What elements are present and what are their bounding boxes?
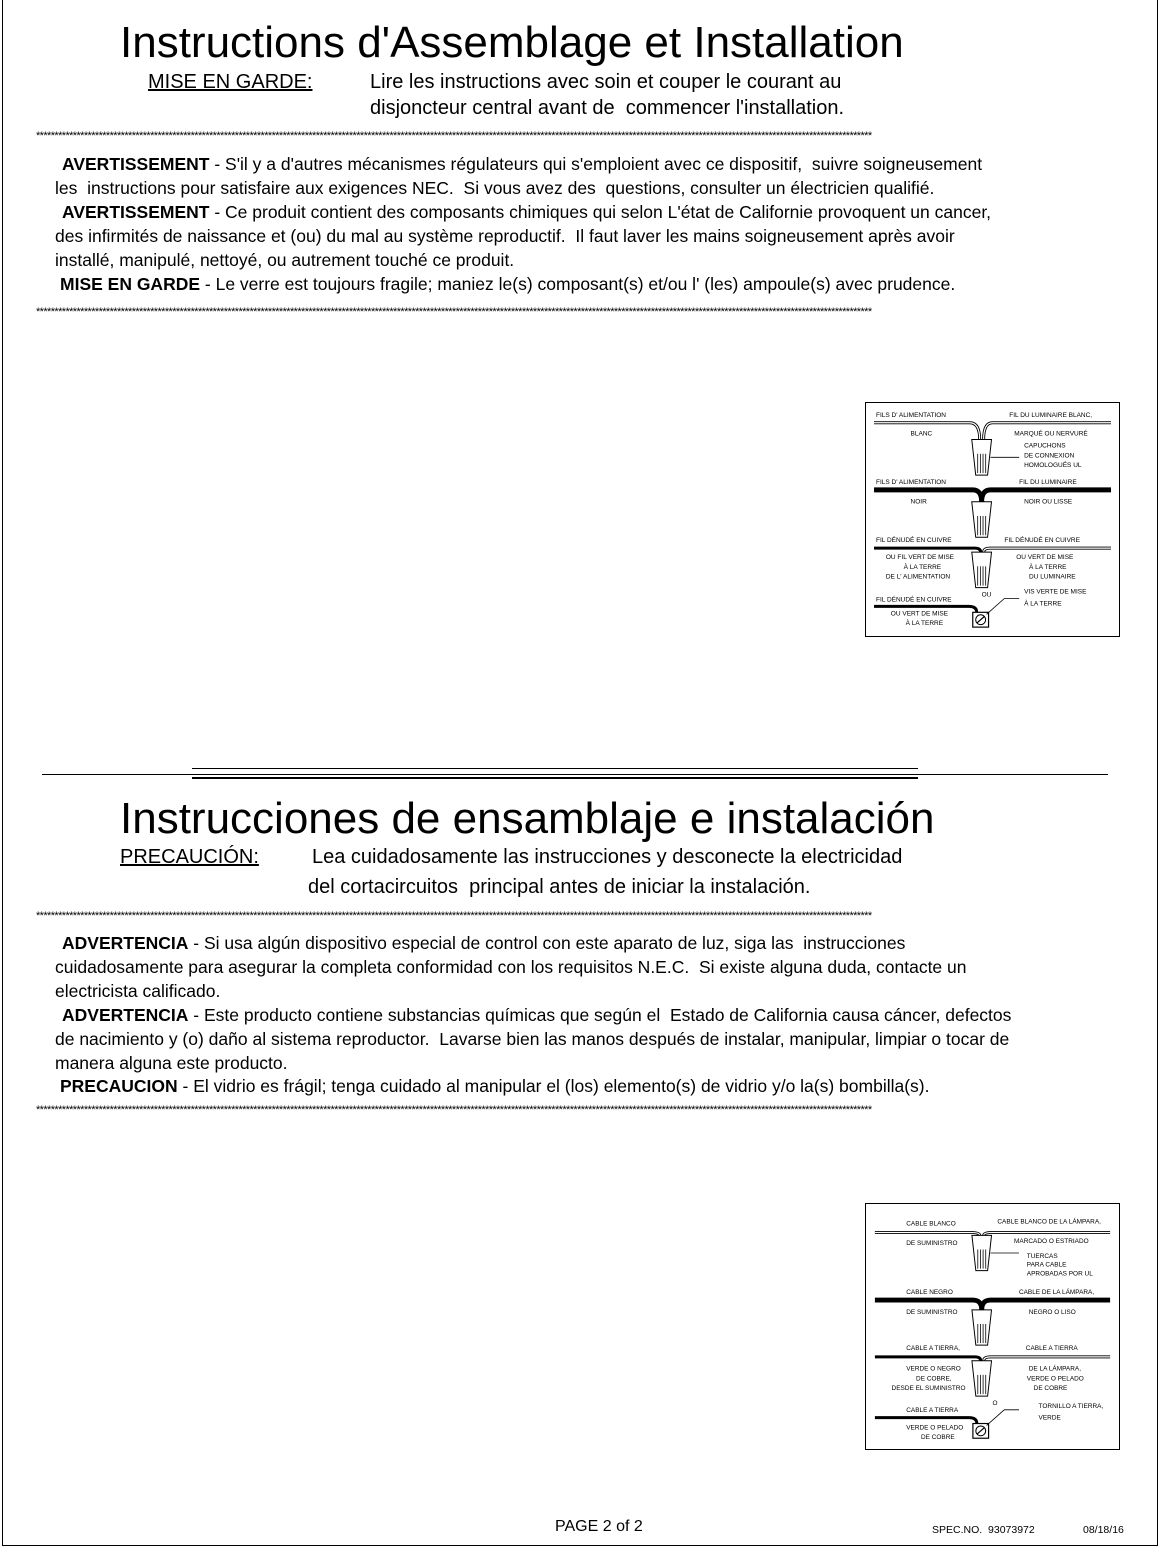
diagram-label: TORNILLO A TIERRA,	[1038, 1402, 1104, 1410]
diagram-label: CAPUCHONS	[1024, 442, 1066, 450]
warning-line	[55, 1052, 288, 1074]
diagram-label: OU VERT DE MISE	[890, 610, 949, 618]
spanish-title: Instrucciones de ensamblaje e instalación	[120, 794, 935, 843]
diagram-label: CABLE BLANCO	[906, 1220, 956, 1228]
diagram-label: À LA TERRE	[1024, 600, 1062, 608]
diagram-label: DE COBRE,	[916, 1375, 952, 1383]
star-separator: ***********************************************************************************************************************************************************************************************************************************	[36, 130, 872, 142]
pointer-line	[987, 598, 1020, 614]
warning-line	[55, 956, 967, 978]
diagram-label: VERDE O PELADO	[1026, 1375, 1084, 1383]
diagram-label: NEGRO O LISO	[1028, 1308, 1076, 1316]
star-separator: ***********************************************************************************************************************************************************************************************************************************	[36, 1104, 872, 1116]
diagram-label: OU FIL VERT DE MISE	[885, 553, 955, 561]
warning-label: AVERTISSEMENT	[62, 154, 210, 174]
diagram-label: CABLE BLANCO DE LA LÁMPARA,	[997, 1218, 1101, 1226]
warning-text: - Si usa algún dispositivo especial de control con este aparato de luz, siga las instrucciones	[188, 933, 906, 953]
diagram-label: CABLE DE LA LÁMPARA,	[1018, 1289, 1095, 1297]
warning-text: - El vidrio es frágil; tenga cuidado al manipular el (los) elemento(s) de vidrio y/o la(s) bombilla(s).	[177, 1076, 930, 1096]
warning-line	[62, 1004, 1011, 1026]
warning-text: installé, manipulé, nettoyé, ou autrement touché ce produit.	[55, 250, 515, 270]
spanish-caution-label: PRECAUCIÓN:	[120, 846, 259, 868]
warning-text: - S'il y a d'autres mécanismes régulateurs qui s'emploient avec ce dispositif, suivre soigneusement	[209, 154, 983, 174]
ground-wire	[875, 1418, 977, 1424]
diagram-label: CABLE A TIERRA	[906, 1406, 959, 1414]
diagram-label: FILS D' ALIMENTATION	[876, 478, 946, 486]
diagram-label: HOMOLOGUÉS UL	[1024, 462, 1082, 470]
ground-wire	[874, 548, 981, 552]
diagram-label: APROBADAS POR UL	[1026, 1270, 1093, 1278]
warning-line	[62, 201, 991, 223]
wire-nut-icon	[972, 502, 992, 538]
diagram-label: MARQUÉ OU NERVURÉ	[1014, 430, 1088, 438]
warning-text: - Ce produit contient des composants chimiques qui selon L'état de Californie provoquent un cancer,	[209, 202, 992, 222]
warning-line	[62, 153, 982, 175]
french-title: Instructions d'Assemblage et Installation	[120, 18, 904, 67]
diagram-label: NOIR OU LISSE	[1024, 498, 1073, 506]
diagram-label: BLANC	[910, 430, 933, 438]
french-caution-line1: Lire les instructions avec soin et couper le courant au	[370, 71, 842, 93]
warning-line	[60, 1075, 930, 1097]
diagram-label: DE SUMINISTRO	[906, 1308, 958, 1316]
star-separator: ***********************************************************************************************************************************************************************************************************************************	[36, 910, 872, 922]
white-wire-core	[875, 1232, 980, 1235]
white-wire-core	[984, 1232, 1110, 1235]
warning-label: AVERTISSEMENT	[62, 202, 210, 222]
section-divider	[192, 777, 918, 779]
wire-nut-icon	[972, 1361, 992, 1396]
warning-label: ADVERTENCIA	[62, 933, 189, 953]
diagram-label: FIL DÉNUDÉ EN CUIVRE	[876, 596, 952, 604]
wire-nut-icon	[972, 440, 992, 476]
diagram-label: FIL DU LUMINAIRE BLANC,	[1009, 411, 1093, 419]
diagram-label: À LA TERRE	[905, 620, 944, 628]
warning-line	[55, 225, 955, 247]
black-wire	[874, 490, 982, 502]
french-wiring-diagram	[865, 402, 1120, 637]
warning-line	[55, 249, 514, 271]
warning-text: cuidadosamente para asegurar la completa conformidad con los requisitos N.E.C. Si existe alguna duda, contacte un	[55, 957, 967, 977]
warning-label: PRECAUCION	[60, 1076, 178, 1096]
diagram-label: CABLE A TIERRA	[1025, 1345, 1078, 1353]
spec-number: SPEC.NO. 93073972	[932, 1524, 1035, 1536]
warning-line	[55, 1028, 1009, 1050]
warning-line	[55, 980, 220, 1002]
spanish-caution-line2: del cortacircuitos principal antes de iniciar la instalación.	[308, 876, 811, 898]
ground-wire	[984, 1357, 1110, 1361]
wire-nut-icon	[972, 552, 992, 588]
warning-text: - Este producto contiene substancias químicas que según el Estado de California causa cáncer, defectos	[188, 1005, 1012, 1025]
diagram-label: DE LA LÁMPARA,	[1028, 1365, 1082, 1373]
diagram-label: TUERCAS	[1026, 1252, 1058, 1260]
warning-text: - Le verre est toujours fragile; maniez le(s) composant(s) et/ou l' (les) ampoule(s) avec prudence.	[200, 274, 956, 294]
warning-line	[62, 932, 905, 954]
section-divider	[192, 768, 918, 769]
diagram-label: VERDE O PELADO	[906, 1424, 964, 1432]
wire-nut-icon	[972, 1310, 992, 1345]
ground-wire-core	[984, 548, 1111, 552]
warning-text: de nacimiento y (o) daño al sistema reproductor. Lavarse bien las manos después de instalar, manipular, limpiar o tocar de	[55, 1029, 1010, 1049]
warning-text: electricista calificado.	[55, 981, 221, 1001]
wire-nut-icon	[972, 1235, 992, 1270]
warning-line	[60, 273, 955, 295]
diagram-label: VERDE	[1038, 1414, 1061, 1422]
diagram-label: OU VERT DE MISE	[1016, 553, 1074, 561]
diagram-label: DE COBRE	[920, 1434, 955, 1442]
warning-text: des infirmités de naissance et (ou) du mal au système reproductif. Il faut laver les mains soigneusement après avoir	[55, 226, 955, 246]
diagram-label: DE COBRE	[1033, 1385, 1068, 1393]
diagram-label: FIL DU LUMINAIRE	[1019, 478, 1077, 486]
french-caution-label: MISE EN GARDE:	[148, 71, 313, 93]
diagram-label: DE CONNEXION	[1024, 452, 1075, 460]
diagram-label: FIL DÉNUDÉ EN CUIVRE	[1004, 537, 1080, 545]
diagram-label: FILS D' ALIMENTATION	[876, 411, 946, 419]
star-separator: ***********************************************************************************************************************************************************************************************************************************	[36, 306, 872, 318]
warning-label: MISE EN GARDE	[60, 274, 201, 294]
spanish-caution-line1: Lea cuidadosamente las instrucciones y desconecte la electricidad	[312, 846, 903, 868]
diagram-label: PARA CABLE	[1026, 1261, 1067, 1269]
diagram-label: DU LUMINAIRE	[1029, 573, 1076, 581]
diagram-label: OU	[981, 591, 992, 599]
diagram-label: À LA TERRE	[903, 563, 942, 571]
diagram-label: DESDE EL SUMINISTRO	[891, 1385, 966, 1393]
french-caution-line2: disjoncteur central avant de commencer l'installation.	[370, 97, 845, 119]
diagram-label: À LA TERRE	[1029, 563, 1067, 571]
warning-line	[55, 177, 934, 199]
diagram-label: FIL DÉNUDÉ EN CUIVRE	[876, 537, 952, 545]
warning-label: ADVERTENCIA	[62, 1005, 189, 1025]
diagram-label: DE SUMINISTRO	[906, 1240, 958, 1248]
diagram-label: NOIR	[910, 498, 927, 506]
warning-text: les instructions pour satisfaire aux exigences NEC. Si vous avez des questions, consulter un électricien qualifié.	[55, 178, 935, 198]
pointer-line	[987, 1410, 1019, 1426]
diagram-label: VERDE O NEGRO	[906, 1365, 961, 1373]
page-number: PAGE 2 of 2	[555, 1518, 643, 1535]
spec-date: 08/18/16	[1083, 1524, 1124, 1536]
diagram-label: VIS VERTE DE MISE	[1024, 588, 1087, 596]
spanish-wiring-diagram	[865, 1203, 1120, 1450]
diagram-label: DE L' ALIMENTATION	[885, 573, 951, 581]
diagram-label: CABLE NEGRO	[906, 1289, 953, 1297]
ground-wire	[875, 1357, 981, 1361]
diagram-label: CABLE A TIERRA,	[906, 1345, 960, 1353]
diagram-label: MARCADO O ESTRIADO	[1014, 1238, 1089, 1246]
diagram-label: O	[992, 1399, 998, 1407]
section-divider	[42, 774, 1108, 775]
warning-text: manera alguna este producto.	[55, 1053, 288, 1073]
